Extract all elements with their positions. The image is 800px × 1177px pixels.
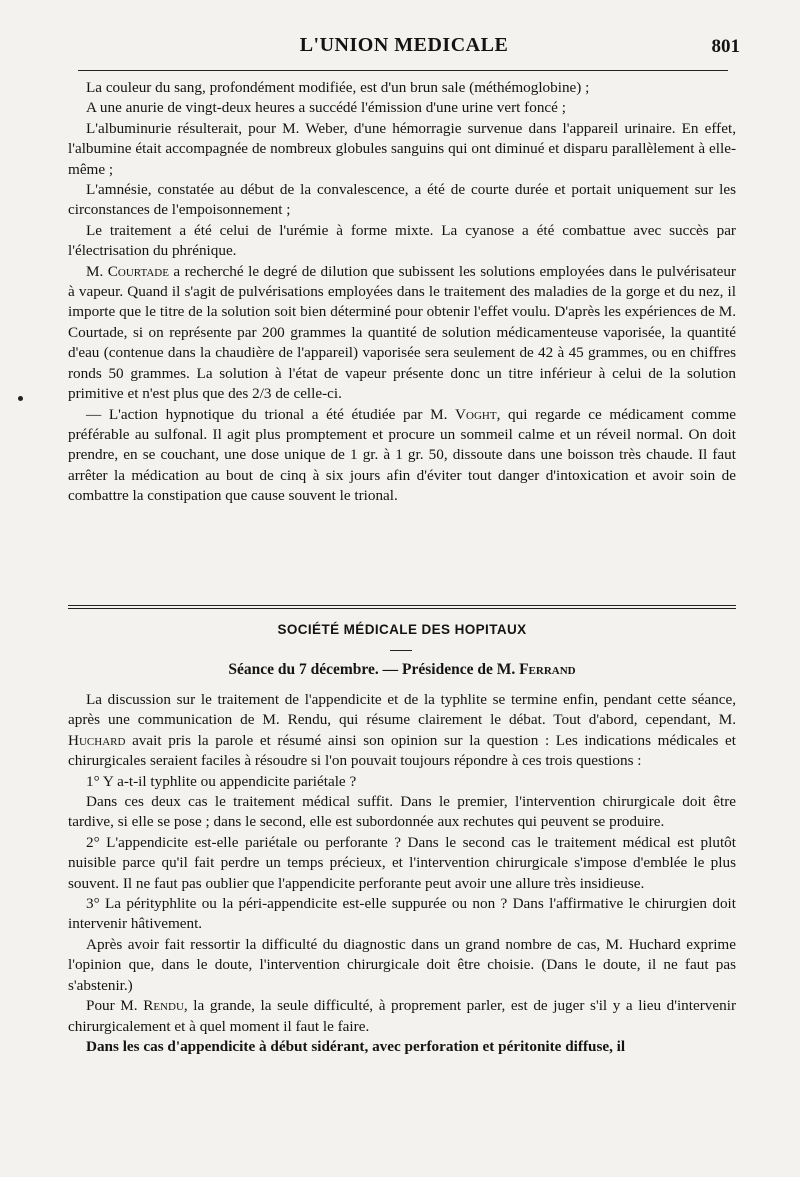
text: Séance du 7 décembre. — Présidence de M. — [228, 661, 520, 678]
paragraph-last: Dans les cas d'appendicite à début sidérant, avec perforation et péritonite diffuse, il — [86, 1037, 626, 1055]
paragraph: Le traitement a été celui de l'urémie à forme mixte. La cyanose a été combattue avec succès par l'électrisation du phrénique. — [68, 221, 736, 260]
margin-dot — [18, 396, 23, 401]
paragraph: L'albuminurie résulterait, pour M. Weber, d'une hémorragie survenue dans l'appareil urinaire. En effet, l'albumine était accompagnée de nombreux globules sanguins qui ont diminué et disparu parallèlement à elle-même ; — [68, 119, 736, 178]
author-name: Huchard — [68, 731, 126, 749]
paragraph: L'amnésie, constatée au début de la convalescence, a été de courte durée et portait uniquement sur les circonstances de l'empoisonnement ; — [68, 181, 736, 219]
article-two — [68, 690, 736, 1057]
paragraph: La couleur du sang, profondément modifiée, est d'un brun sale (méthémoglobine) ; — [86, 79, 590, 96]
section-rule-thin — [68, 608, 736, 609]
paragraph: 1° Y a-t-il typhlite ou appendicite pariétale ? — [86, 772, 357, 790]
text: La discussion sur le traitement de l'appendicite et de la typhlite se termine enfin, pendant cette séance, après une communication de M. Rendu, qui résume clairement le débat. Tout d'abord, cependant, M. — [68, 691, 736, 729]
paragraph: Après avoir fait ressortir la difficulté du diagnostic dans un grand nombre de cas, M. Huchard exprime l'opinion que, dans le doute, l'intervention chirurgicale doit être choisie. (Dans le doute, il ne faut pas s'abstenir.) — [68, 935, 736, 994]
article-one — [68, 78, 736, 507]
president-name: Ferrand — [519, 661, 576, 678]
paragraph: Dans ces deux cas le traitement médical suffit. Dans le premier, l'intervention chirurgicale doit être tardive, si elle se pose ; dans le second, elle est subordonnée aux rechutes qui peuvent se produire. — [68, 793, 736, 831]
paragraph-rendu — [68, 996, 736, 1037]
session-line — [68, 661, 736, 679]
paragraph-intro — [68, 690, 736, 772]
author-name: Voght — [455, 405, 497, 423]
short-rule — [390, 650, 412, 651]
paragraph: 2° L'appendicite est-elle pariétale ou perforante ? Dans le second cas le traitement médical est plutôt nuisible parce qu'il fait perdre un temps précieux, et l'intervention chirurgicale s'impose d'emblée le plus souvent. Il ne faut pas oublier que l'appendicite perforante peut avoir une allure très insidieuse. — [68, 833, 736, 892]
text: avait pris la parole et résumé ainsi son opinion sur la question : Les indications médicales et chirurgicales seraient faciles à résoudre si l'on pouvait toujours répondre à ces trois questions : — [68, 731, 736, 770]
author-name: Rendu — [143, 997, 184, 1015]
text: Pour M. — [86, 997, 144, 1015]
text: — L'action hypnotique du trional a été étudiée par M. — [86, 405, 456, 423]
page-number: 801 — [711, 36, 740, 57]
section-rule — [68, 605, 736, 606]
page-header — [68, 34, 740, 64]
section-title: SOCIÉTÉ MÉDICALE DES HOPITAUX — [277, 622, 527, 637]
running-title: L'UNION MEDICALE — [299, 34, 509, 56]
author-name: Courtade — [107, 262, 169, 280]
text: , la grande, la seule difficulté, à proprement parler, est de juger s'il y a lieu d'intervenir chirurgicalement et à quel moment il faut le faire. — [68, 997, 737, 1035]
paragraph-courtade — [68, 262, 736, 405]
header-rule — [78, 70, 728, 71]
paragraph: A une anurie de vingt-deux heures a succédé l'émission d'une urine vert foncé ; — [86, 99, 566, 117]
text: , qui regarde ce médicament comme préférable au sulfonal. Il agit plus promptement et procure un sommeil calme et un réveil normal. On doit prendre, en se couchant, une dose unique de 1 gr. à 1 gr. 50, dissoute dans une boisson très chaude. Il faut arrêter la médication au bout de cinq à six jours afin d'éviter tout danger d'intoxication et avoir soin de combattre la constipation que cause souvent le trional. — [68, 405, 736, 505]
text: M. — [86, 262, 108, 280]
text: a recherché le degré de dilution que subissent les solutions employées dans le pulvérisateur à vapeur. Quand il s'agit de pulvérisations employées dans le traitement des maladies de la gorge et du nez, il importe que le titre de la solution soit bien déterminé pour obtenir l'effet voulu. D'après les expériences de M. Courtade, si on représente par 200 grammes la quantité de solution médicamenteuse vaporisée, la quantité d'eau (contenue dans la chaudière de l'appareil) vaporisée sera seulement de 42 à 45 grammes, ou en chiffres ronds 50 grammes. La solution à l'état de vapeur présente donc un titre inférieur à celui de la solution primitive et n'est plus que des 2/3 de celle-ci. — [68, 262, 736, 403]
paragraph: 3° La pérityphlite ou la péri-appendicite est-elle suppurée ou non ? Dans l'affirmative le chirurgien doit intervenir hâtivement. — [68, 895, 736, 933]
paragraph-voght — [68, 405, 736, 507]
